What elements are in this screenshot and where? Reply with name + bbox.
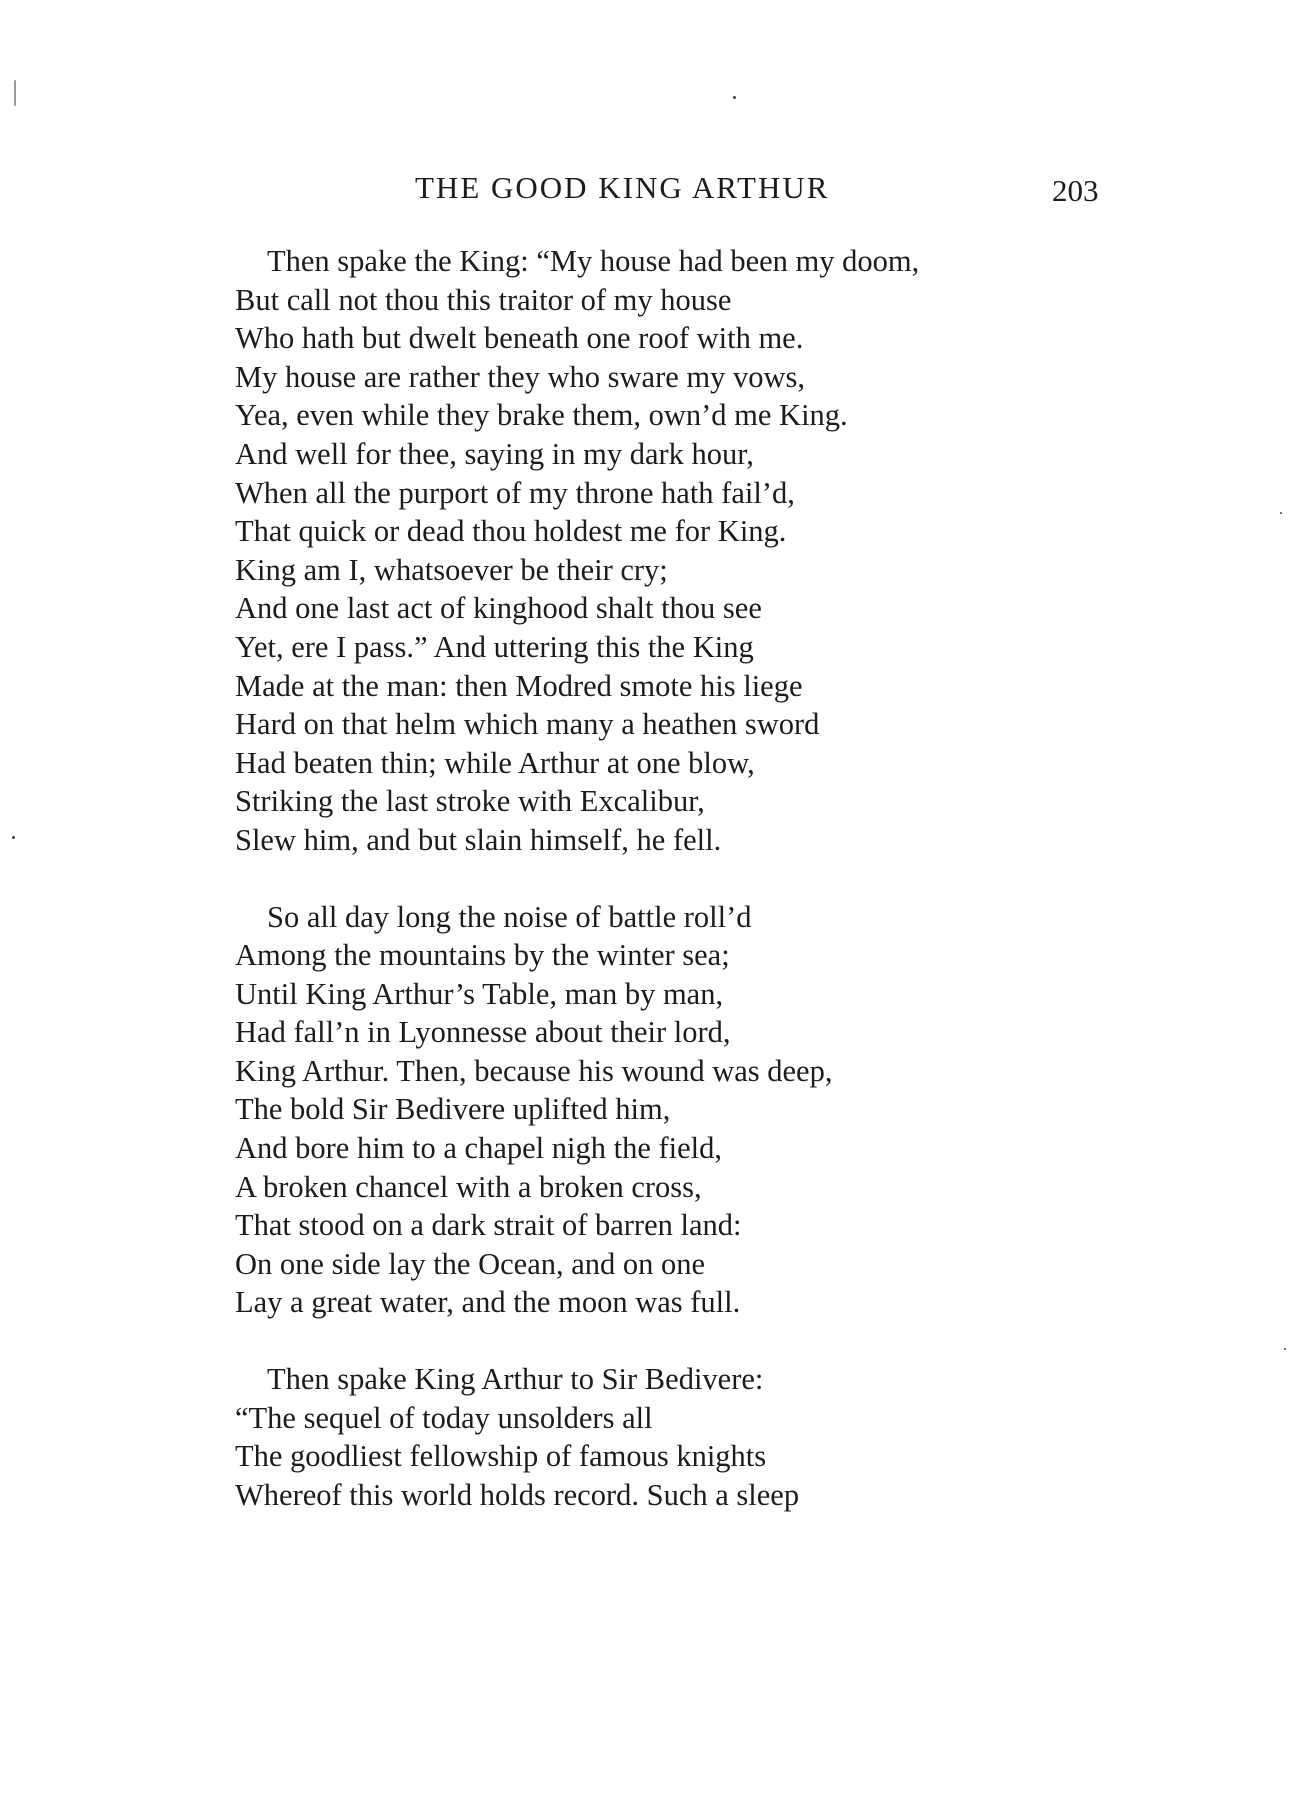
verse-line: And bore him to a chapel nigh the field, — [235, 1131, 723, 1166]
verse-line: Who hath but dwelt beneath one roof with me. — [235, 321, 804, 356]
stanza-3 — [235, 1360, 1135, 1514]
verse-line: But call not thou this traitor of my house — [235, 282, 732, 317]
verse-line: The bold Sir Bedivere uplifted him, — [235, 1092, 671, 1127]
page-number: 203 — [1052, 173, 1099, 208]
verse-line: When all the purport of my throne hath fail’d, — [235, 475, 795, 510]
verse-line: A broken chancel with a broken cross, — [235, 1169, 702, 1204]
verse-line: Striking the last stroke with Excalibur, — [235, 784, 705, 819]
verse-line: Hard on that helm which many a heathen sword — [235, 707, 820, 742]
verse-line: Then spake King Arthur to Sir Bedivere: — [267, 1362, 764, 1397]
scan-speck — [1280, 512, 1282, 514]
verse-line: Then spake the King: “My house had been my doom, — [267, 244, 920, 278]
poem-text — [235, 242, 1135, 1514]
verse-line: Slew him, and but slain himself, he fell. — [235, 822, 722, 857]
verse-line: On one side lay the Ocean, and on one — [235, 1246, 706, 1281]
scan-speck — [12, 836, 15, 839]
verse-line: Had beaten thin; while Arthur at one blow, — [235, 745, 755, 780]
verse-line: So all day long the noise of battle roll’d — [267, 899, 752, 934]
verse-line: The goodliest fellowship of famous knights — [235, 1439, 767, 1474]
verse-line: Yea, even while they brake them, own’d me King. — [235, 398, 848, 433]
scan-speck — [1284, 1348, 1286, 1350]
verse-line: Lay a great water, and the moon was full. — [235, 1285, 741, 1320]
verse-line: Until King Arthur’s Table, man by man, — [235, 976, 724, 1011]
stanza-2 — [235, 898, 1135, 1323]
verse-line: My house are rather they who sware my vows, — [235, 359, 806, 394]
stanza-1 — [235, 242, 1135, 860]
verse-line: Made at the man: then Modred smote his liege — [235, 668, 803, 703]
verse-line: That stood on a dark strait of barren land: — [235, 1208, 742, 1243]
verse-line: Had fall’n in Lyonnesse about their lord, — [235, 1015, 731, 1050]
verse-line: Yet, ere I pass.” And uttering this the King — [235, 629, 754, 664]
scan-speck — [733, 96, 736, 99]
verse-line: And one last act of kinghood shalt thou see — [235, 591, 762, 626]
verse-line: “The sequel of today unsolders all — [235, 1400, 653, 1435]
scan-speck — [14, 80, 16, 106]
verse-line: King am I, whatsoever be their cry; — [235, 552, 668, 587]
verse-line: King Arthur. Then, because his wound was deep, — [235, 1053, 833, 1088]
verse-line: Among the mountains by the winter sea; — [235, 938, 730, 973]
verse-line: That quick or dead thou holdest me for King. — [235, 514, 787, 549]
running-head-title: THE GOOD KING ARTHUR — [415, 170, 830, 205]
verse-line: Whereof this world holds record. Such a sleep — [235, 1477, 800, 1512]
verse-line: And well for thee, saying in my dark hour, — [235, 436, 754, 471]
